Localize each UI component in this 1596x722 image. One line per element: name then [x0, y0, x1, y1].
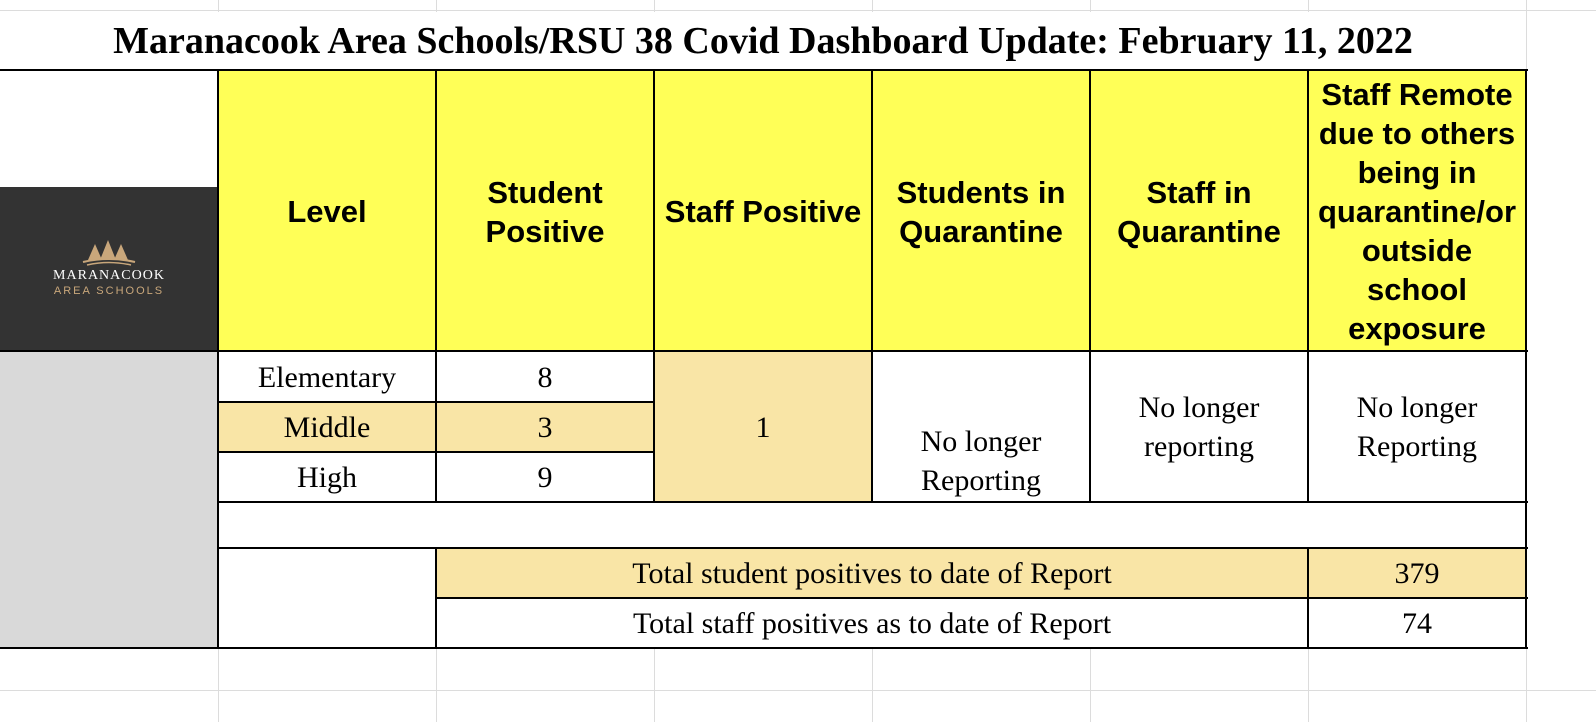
logo-top-spacer: [0, 71, 218, 187]
staff-remote-value: No longer Reporting: [1308, 352, 1526, 502]
row-student-positive-high: 9: [436, 452, 654, 502]
header-students-quarantine: Students in Quarantine: [872, 71, 1090, 352]
row-level-high: High: [218, 452, 436, 502]
row-student-positive-middle: 3: [436, 402, 654, 452]
row-level-middle: Middle: [218, 402, 436, 452]
header-level: Level: [218, 71, 436, 352]
total-staff-label: Total staff positives as to date of Report: [436, 598, 1308, 648]
header-staff-remote: Staff Remote due to others being in quarantine/or outside school exposure: [1308, 71, 1526, 352]
totals-blank: [218, 548, 436, 648]
logo: [0, 187, 218, 350]
staff-positive-value: 1: [654, 352, 872, 502]
staff-quarantine-value: No longer reporting: [1090, 352, 1308, 502]
row-level-elementary: Elementary: [218, 352, 436, 402]
pine-trees-icon: [81, 240, 137, 266]
logo-subtitle: AREA SCHOOLS: [53, 285, 165, 297]
header-student-positive: Student Positive: [436, 71, 654, 352]
logo-name: MARANACOOK: [53, 268, 165, 283]
header-staff-positive: Staff Positive: [654, 71, 872, 352]
page-title: Maranacook Area Schools/RSU 38 Covid Dashboard Update: February 11, 2022: [0, 12, 1526, 70]
total-student-label: Total student positives to date of Report: [436, 548, 1308, 598]
header-staff-quarantine: Staff in Quarantine: [1090, 71, 1308, 352]
total-staff-value: 74: [1308, 598, 1526, 648]
total-student-value: 379: [1308, 548, 1526, 598]
students-quarantine-value: No longer Reporting: [872, 352, 1090, 502]
spacer-row: [218, 502, 1526, 548]
row-student-positive-elementary: 8: [436, 352, 654, 402]
side-panel: [0, 352, 218, 648]
